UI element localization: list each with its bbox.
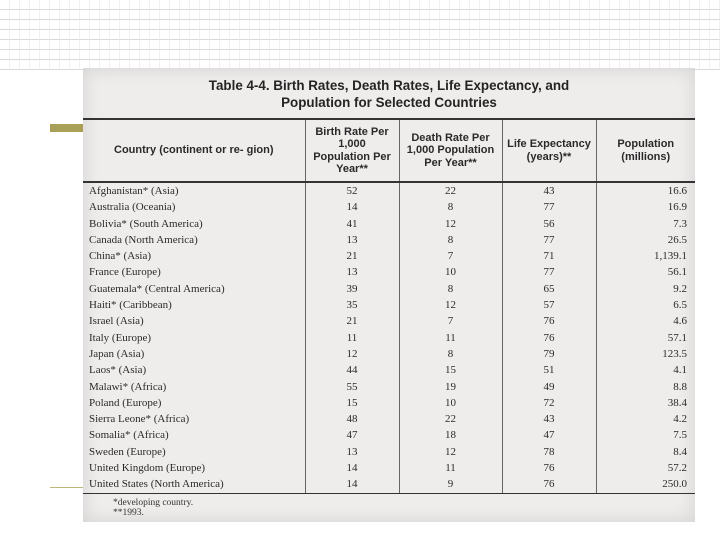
cell-birth-rate: 15 (305, 395, 399, 411)
table-row (83, 297, 695, 313)
cell-life-expectancy: 79 (502, 346, 596, 362)
cell-population: 38.4 (596, 395, 695, 411)
cell-birth-rate: 55 (305, 379, 399, 395)
cell-life-expectancy: 43 (502, 411, 596, 427)
data-table (83, 118, 695, 494)
cell-population: 4.1 (596, 362, 695, 378)
cell-country: Sierra Leone* (Africa) (89, 413, 190, 426)
column-header-population: Population (millions) (596, 119, 695, 182)
table-row (83, 248, 695, 264)
cell-birth-rate: 13 (305, 444, 399, 460)
table-row (83, 199, 695, 215)
table-title-line: Population for Selected Countries (281, 95, 497, 110)
cell-birth-rate: 11 (305, 330, 399, 346)
cell-life-expectancy: 78 (502, 444, 596, 460)
cell-country: Haiti* (Caribbean) (89, 299, 172, 312)
table-row (83, 216, 695, 232)
cell-population: 4.2 (596, 411, 695, 427)
cell-birth-rate: 47 (305, 427, 399, 443)
table-row (83, 264, 695, 280)
table-row (83, 395, 695, 411)
cell-death-rate: 22 (399, 411, 502, 427)
cell-life-expectancy: 71 (502, 248, 596, 264)
cell-death-rate: 12 (399, 444, 502, 460)
table-row (83, 232, 695, 248)
slide-background-grid-vertical (0, 0, 720, 70)
cell-population: 4.6 (596, 313, 695, 329)
table-title (83, 77, 695, 111)
cell-birth-rate: 39 (305, 281, 399, 297)
cell-population: 26.5 (596, 232, 695, 248)
table-row (83, 362, 695, 378)
cell-country: Australia (Oceania) (89, 201, 176, 214)
table-row (83, 346, 695, 362)
cell-population: 123.5 (596, 346, 695, 362)
cell-death-rate: 7 (399, 313, 502, 329)
cell-death-rate: 10 (399, 264, 502, 280)
cell-country: Somalia* (Africa) (89, 429, 169, 442)
cell-life-expectancy: 76 (502, 330, 596, 346)
cell-death-rate: 8 (399, 199, 502, 215)
column-header-country: Country (continent or re- gion) (83, 119, 305, 182)
footnote: *developing country. (113, 498, 194, 508)
cell-country: United Kingdom (Europe) (89, 462, 206, 475)
cell-country: United States (North America) (83, 476, 305, 493)
cell-death-rate: 15 (399, 362, 502, 378)
table-body (83, 182, 695, 493)
cell-death-rate: 12 (399, 216, 502, 232)
table-footnotes (113, 498, 193, 518)
cell-death-rate: 22 (399, 182, 502, 199)
table-row (83, 476, 695, 493)
cell-country: Poland (Europe) (89, 396, 162, 409)
cell-death-rate: 19 (399, 379, 502, 395)
cell-population: 6.5 (596, 297, 695, 313)
cell-life-expectancy: 43 (502, 182, 596, 199)
cell-death-rate: 12 (399, 297, 502, 313)
cell-birth-rate: 35 (305, 297, 399, 313)
cell-death-rate: 11 (399, 330, 502, 346)
cell-life-expectancy: 76 (502, 313, 596, 329)
column-header-life-expectancy: Life Expectancy (years)** (502, 119, 596, 182)
cell-country: Afghanistan* (Asia) (89, 185, 179, 197)
table-header-row (83, 119, 695, 182)
footnote: **1993. (113, 508, 144, 518)
cell-population: 57.1 (596, 330, 695, 346)
cell-life-expectancy: 77 (502, 264, 596, 280)
cell-birth-rate: 13 (305, 232, 399, 248)
cell-birth-rate: 13 (305, 264, 399, 280)
cell-life-expectancy: 76 (502, 476, 596, 493)
cell-birth-rate: 14 (305, 476, 399, 493)
cell-population: 7.5 (596, 427, 695, 443)
cell-country: Guatemala* (Central America) (89, 282, 225, 295)
table-row (83, 460, 695, 476)
cell-country: Bolivia* (South America) (89, 217, 203, 230)
cell-life-expectancy: 47 (502, 427, 596, 443)
cell-death-rate: 11 (399, 460, 502, 476)
cell-country: Japan (Asia) (89, 347, 145, 360)
cell-population: 7.3 (596, 216, 695, 232)
table-row (83, 281, 695, 297)
table-row (83, 427, 695, 443)
cell-death-rate: 9 (399, 476, 502, 493)
cell-population: 16.9 (596, 199, 695, 215)
cell-country: China* (Asia) (89, 250, 152, 263)
cell-life-expectancy: 72 (502, 395, 596, 411)
cell-birth-rate: 14 (305, 460, 399, 476)
cell-country: Malawi* (Africa) (89, 380, 167, 393)
cell-death-rate: 8 (399, 281, 502, 297)
cell-death-rate: 8 (399, 232, 502, 248)
table-row (83, 182, 695, 199)
cell-life-expectancy: 56 (502, 216, 596, 232)
cell-death-rate: 8 (399, 346, 502, 362)
cell-life-expectancy: 76 (502, 460, 596, 476)
cell-country: Sweden (Europe) (89, 445, 166, 458)
table-title-line: Table 4-4. Birth Rates, Death Rates, Life Expectancy, and (208, 78, 570, 93)
cell-birth-rate: 44 (305, 362, 399, 378)
cell-birth-rate: 12 (305, 346, 399, 362)
cell-country: Italy (Europe) (89, 331, 151, 344)
column-header-death-rate: Death Rate Per 1,000 Population Per Year** (399, 119, 502, 182)
cell-birth-rate: 21 (305, 313, 399, 329)
cell-life-expectancy: 49 (502, 379, 596, 395)
cell-population: 9.2 (596, 281, 695, 297)
cell-country: Canada (North America) (89, 233, 198, 246)
cell-life-expectancy: 51 (502, 362, 596, 378)
table-row (83, 313, 695, 329)
cell-life-expectancy: 77 (502, 199, 596, 215)
cell-country: Laos* (Asia) (89, 364, 147, 377)
table-row (83, 379, 695, 395)
cell-death-rate: 10 (399, 395, 502, 411)
table-row (83, 411, 695, 427)
scanned-table-image (83, 68, 695, 522)
column-header-birth-rate: Birth Rate Per 1,000 Population Per Year** (305, 119, 399, 182)
table-row (83, 330, 695, 346)
cell-population: 56.1 (596, 264, 695, 280)
table-row (83, 444, 695, 460)
cell-life-expectancy: 77 (502, 232, 596, 248)
cell-birth-rate: 48 (305, 411, 399, 427)
cell-country: Israel (Asia) (89, 315, 144, 328)
cell-population: 8.4 (596, 444, 695, 460)
cell-life-expectancy: 65 (502, 281, 596, 297)
cell-birth-rate: 21 (305, 248, 399, 264)
cell-death-rate: 7 (399, 248, 502, 264)
cell-death-rate: 18 (399, 427, 502, 443)
cell-population: 16.6 (596, 182, 695, 199)
cell-population: 57.2 (596, 460, 695, 476)
cell-population: 250.0 (596, 476, 695, 493)
cell-birth-rate: 14 (305, 199, 399, 215)
cell-population: 1,139.1 (596, 248, 695, 264)
cell-birth-rate: 41 (305, 216, 399, 232)
cell-country: France (Europe) (89, 266, 161, 279)
cell-population: 8.8 (596, 379, 695, 395)
cell-birth-rate: 52 (305, 182, 399, 199)
cell-life-expectancy: 57 (502, 297, 596, 313)
